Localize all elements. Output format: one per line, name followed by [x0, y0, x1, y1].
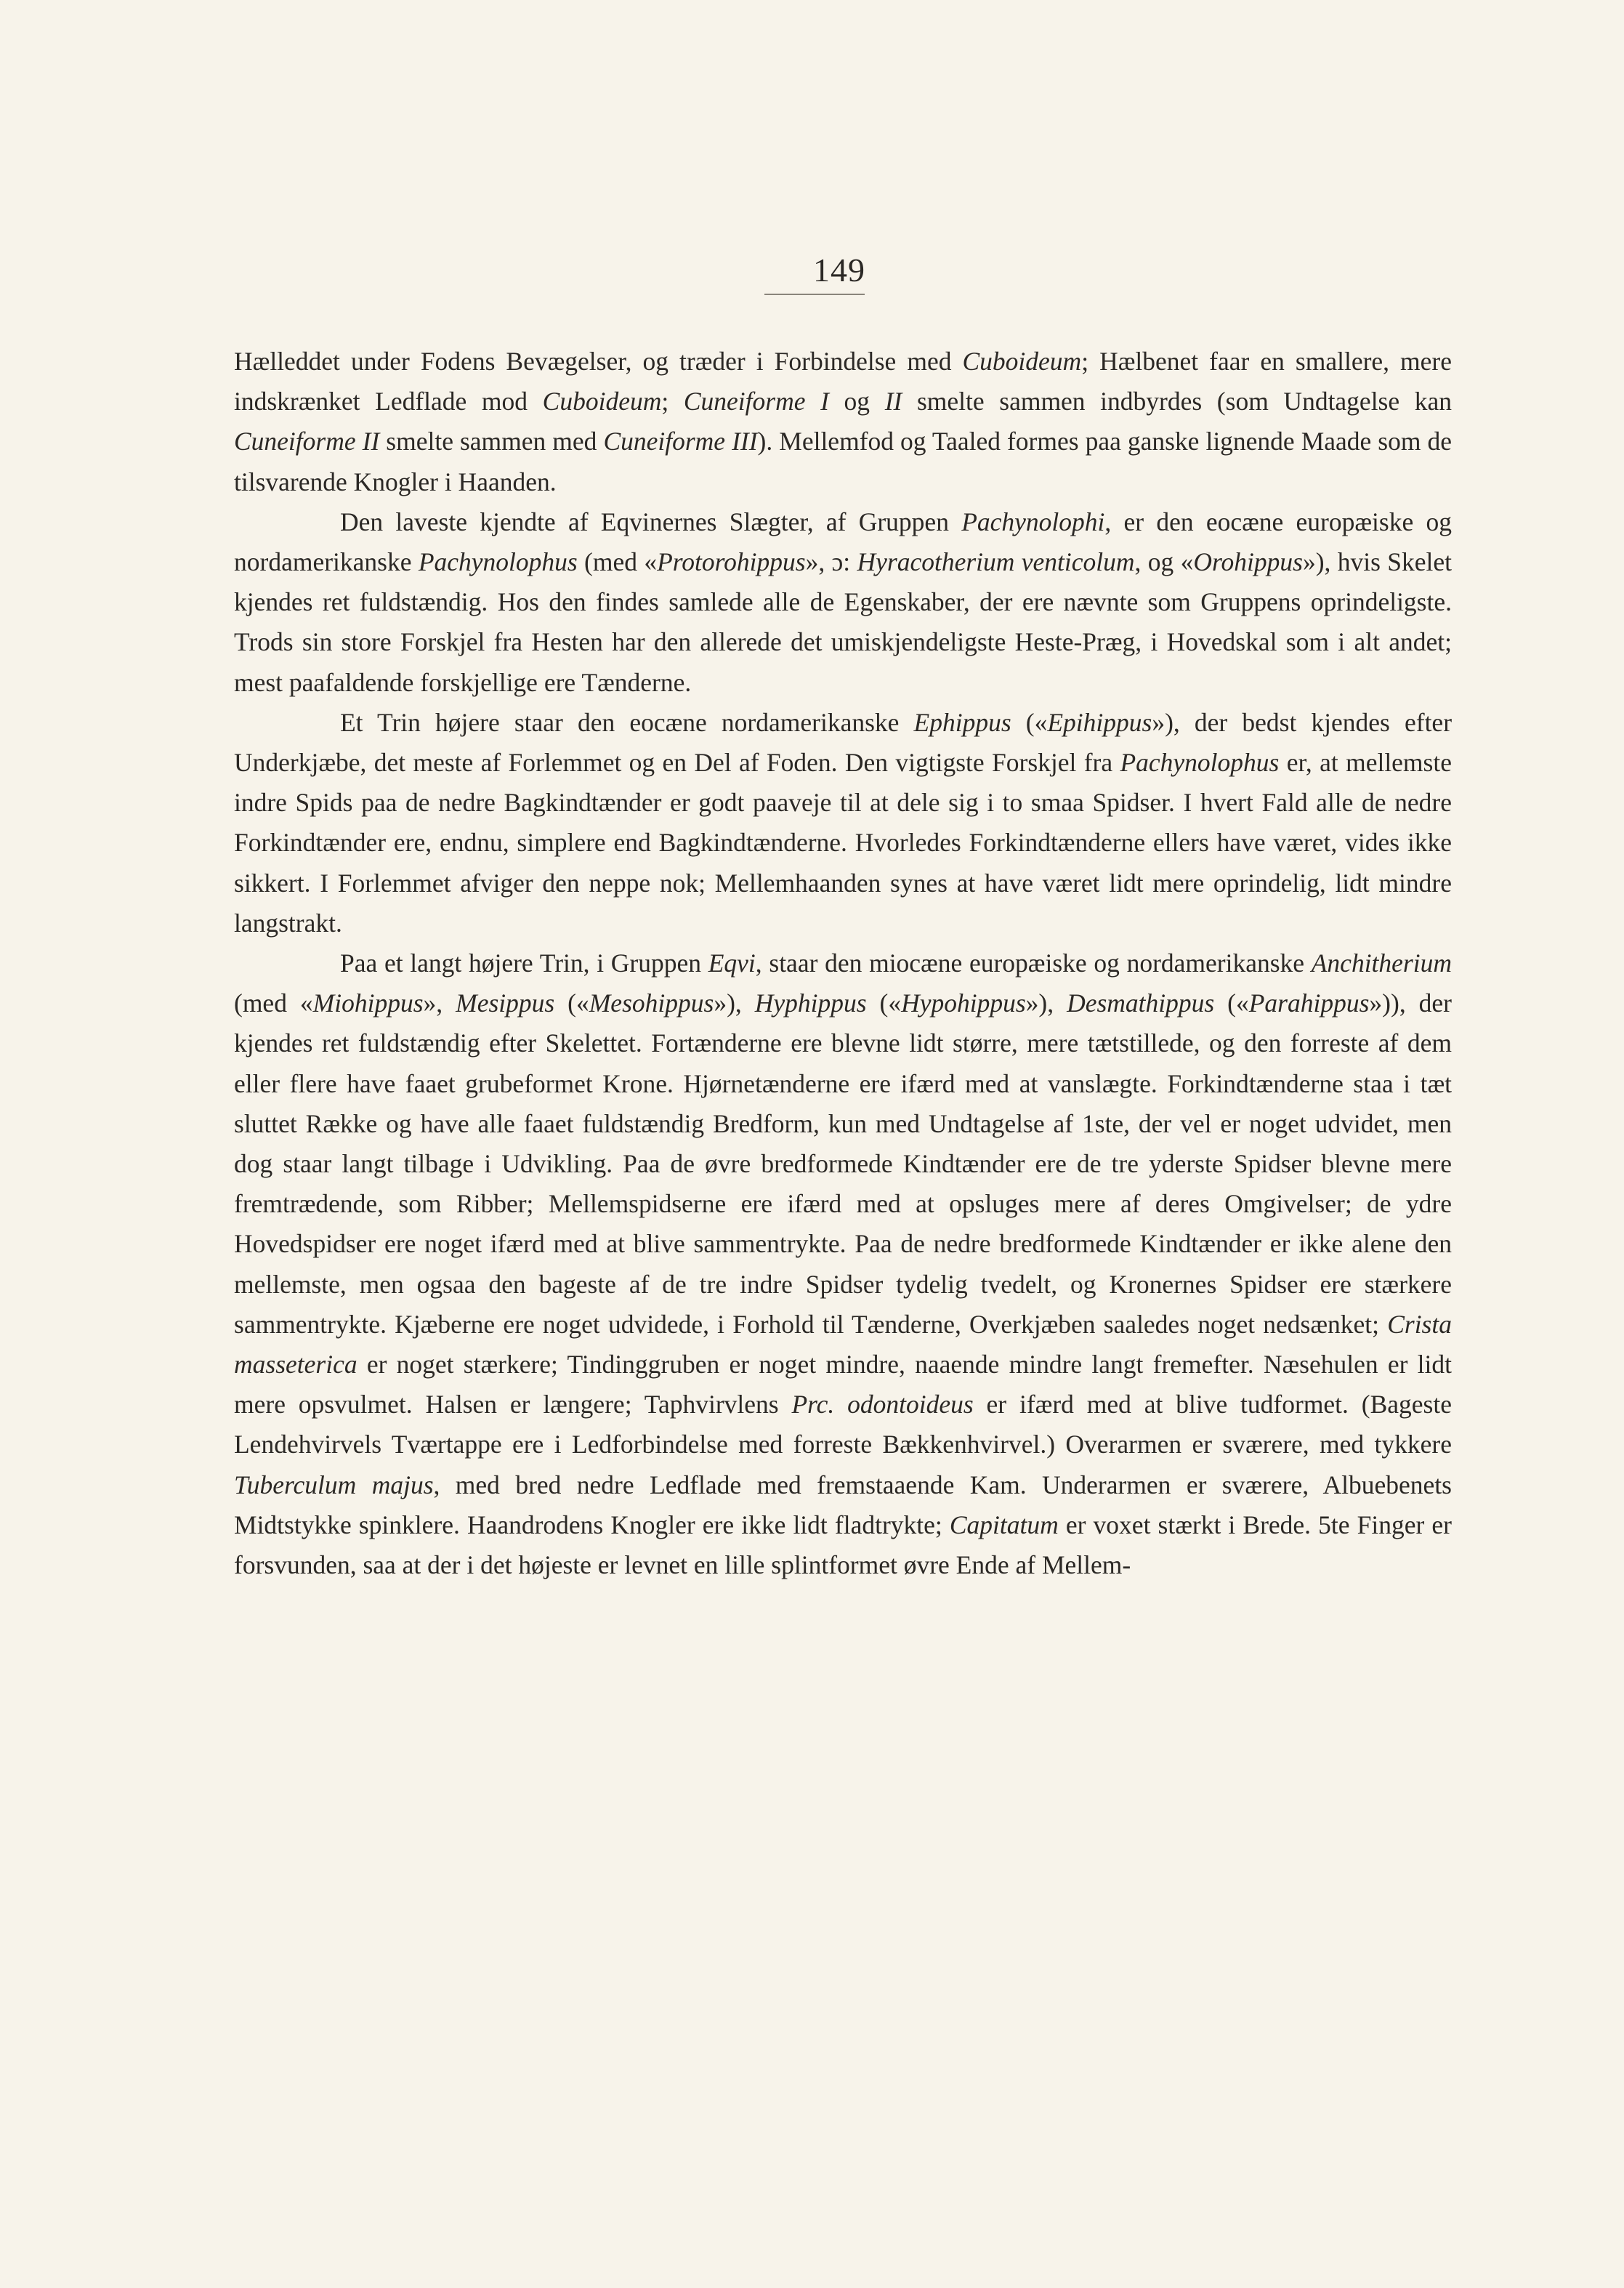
italic-term: Pachynolophi [961, 507, 1105, 536]
italic-term: Orohippus [1193, 547, 1303, 577]
italic-term: Parahippus [1248, 988, 1370, 1018]
text-run: », ɔ: [805, 547, 857, 577]
text-run: Paa et langt højere Trin, i Gruppen [340, 948, 708, 978]
italic-term: Hyracotherium venticolum [857, 547, 1135, 577]
italic-term: Prc. odontoideus [791, 1390, 974, 1419]
text-run: »), [714, 988, 755, 1018]
italic-term: Cuboideum [962, 347, 1082, 376]
text-run: (« [1011, 707, 1048, 737]
italic-term: Capitatum [949, 1510, 1059, 1539]
text-run: Hælleddet under Fodens Bevægelser, og træder i Forbindelse med [234, 347, 963, 376]
paragraph [234, 943, 1452, 1585]
italic-term: Cuboideum [542, 387, 662, 416]
italic-term: Tuberculum majus [234, 1470, 434, 1499]
italic-term: Desmathippus [1067, 988, 1215, 1018]
text-run: , staar den miocæne europæiske og nordamerikanske [755, 948, 1312, 978]
text-run: »), der bedst kjendes efter Underkjæbe, det meste af Forlemmet og en Del af Foden. Den vigtigste Forskjel fra [234, 707, 1453, 778]
text-run: , med bred nedre Ledflade med fremstaaende Kam. Underarmen er sværere, Albuebenets Midtstykke spinklere. Haandrodens Knogler ere ikke lidt fladtrykte; [234, 1470, 1452, 1539]
text-run: (med « [234, 988, 313, 1018]
paragraph [234, 342, 1452, 502]
text-run: ). Mellemfod og Taaled formes paa ganske lignende Maade som de tilsvarende Knogler i Haanden. [234, 427, 1453, 496]
italic-term: Crista masseterica [234, 1309, 1452, 1379]
text-run: er noget stærkere; Tindinggruben er noget mindre, naaende mindre langt fremefter. Næsehulen er lidt mere opsvulmet. Halsen er længere; Taphvirvlens [234, 1350, 1452, 1419]
text-run: er voxet stærkt i Brede. 5te Finger er forsvunden, saa at der i det højeste er levnet en lille splintformet øvre Ende af Mellem- [234, 1510, 1452, 1580]
text-run: (med « [577, 547, 658, 577]
text-run: er ifærd med at blive tudformet. (Bageste Lendehvirvels Tværtappe ere i Ledforbindelse med forreste Bækkenhvirvel.) Overarmen er sværere, med tykkere [234, 1390, 1452, 1459]
body-text [234, 342, 1452, 1585]
italic-term: Mesippus [456, 988, 555, 1018]
italic-term: II [884, 387, 902, 416]
text-run: (« [554, 988, 589, 1018]
page-number: 149 [813, 251, 865, 289]
text-run: og [828, 387, 885, 416]
italic-term: Miohippus [312, 988, 424, 1018]
italic-term: Ephippus [913, 707, 1011, 737]
italic-term: Pachynolophus [418, 547, 578, 577]
text-run: ; Hælbenet faar en smallere, mere indskrænket Ledflade mod [234, 347, 1453, 416]
header-rule [764, 294, 865, 295]
text-run: Den laveste kjendte af Eqvinernes Slægter, af Gruppen [340, 507, 962, 536]
italic-term: Protorohippus [657, 547, 806, 577]
italic-term: Eqvi [708, 948, 756, 978]
italic-term: Hypohippus [901, 988, 1026, 1018]
italic-term: Epihippus [1047, 707, 1152, 737]
text-run: (« [866, 988, 902, 1018]
italic-term: Anchitherium [1311, 948, 1452, 978]
italic-term: Cuneiforme III [603, 427, 758, 456]
text-run: »)), der kjendes ret fuldstændig efter Skelettet. Fortænderne ere blevne lidt større, mere tætstillede, og den forreste af dem eller flere have faaet grubeformet Krone. Hjørnetænderne ere ifærd med at vanslægte. Forkindtænderne staa i tæt sluttet Række og have alle faaet fuldstændig Bredform, kun med Undtagelse af 1ste, der vel er noget udvidet, men dog staar langt tilbage i Udvikling. Paa de øvre bredformede Kindtænder ere de tre yderste Spidser blevne mere fremtrædende, som Ribber; Mellemspidserne ere ifærd med at opsluges mere af deres Omgivelser; de ydre Hovedspidser ere noget ifærd med at blive sammentrykte. Paa de nedre bredformede Kindtænder er ikke alene den mellemste, men ogsaa den bageste af de tre indre Spidser tydelig tvedelt, og Kronernes Spidser ere stærkere sammentrykte. Kjæberne ere noget udvidede, i Forhold til Tænderne, Overkjæben saaledes noget nedsænket; [234, 988, 1452, 1339]
text-run: , er den eocæne europæiske og nordamerikanske [234, 507, 1452, 577]
paragraph [234, 703, 1452, 943]
text-run: er, at mellemste indre Spids paa de nedre Bagkindtænder er godt paaveje til at dele sig i to smaa Spidser. I hvert Fald alle de nedre Forkindtænder ere, endnu, simplere end Bagkindtænderne. Hvorledes Forkindtænderne ellers have været, vides ikke sikkert. I Forlemmet afviger den neppe nok; Mellemhaanden synes at have været lidt mere oprindelig, lidt mindre langstrakt. [234, 748, 1452, 938]
italic-term: Cuneiforme I [683, 387, 829, 416]
text-run: », [423, 988, 456, 1018]
text-run: smelte sammen indbyrdes (som Undtagelse kan [902, 387, 1453, 416]
text-run: , og « [1134, 547, 1194, 577]
text-run: »), hvis Skelet kjendes ret fuldstændig. Hos den findes samlede alle de Egenskaber, der ere nævnte som Gruppens oprindeligste. Trods sin store Forskjel fra Hesten har den allerede det umiskjendeligste Heste-Præg, i Hovedskal som i alt andet; mest paafaldende forskjellige ere Tænderne. [234, 547, 1452, 697]
text-run: Et Trin højere staar den eocæne nordamerikanske [340, 707, 914, 737]
italic-term: Cuneiforme II [234, 427, 380, 456]
italic-term: Mesohippus [589, 988, 714, 1018]
paragraph [234, 502, 1452, 703]
text-run: »), [1025, 988, 1067, 1018]
italic-term: Pachynolophus [1120, 748, 1280, 778]
italic-term: Hyphippus [754, 988, 867, 1018]
text-run: ; [661, 387, 684, 416]
text-run: smelte sammen med [379, 427, 604, 456]
text-run: (« [1214, 988, 1249, 1018]
